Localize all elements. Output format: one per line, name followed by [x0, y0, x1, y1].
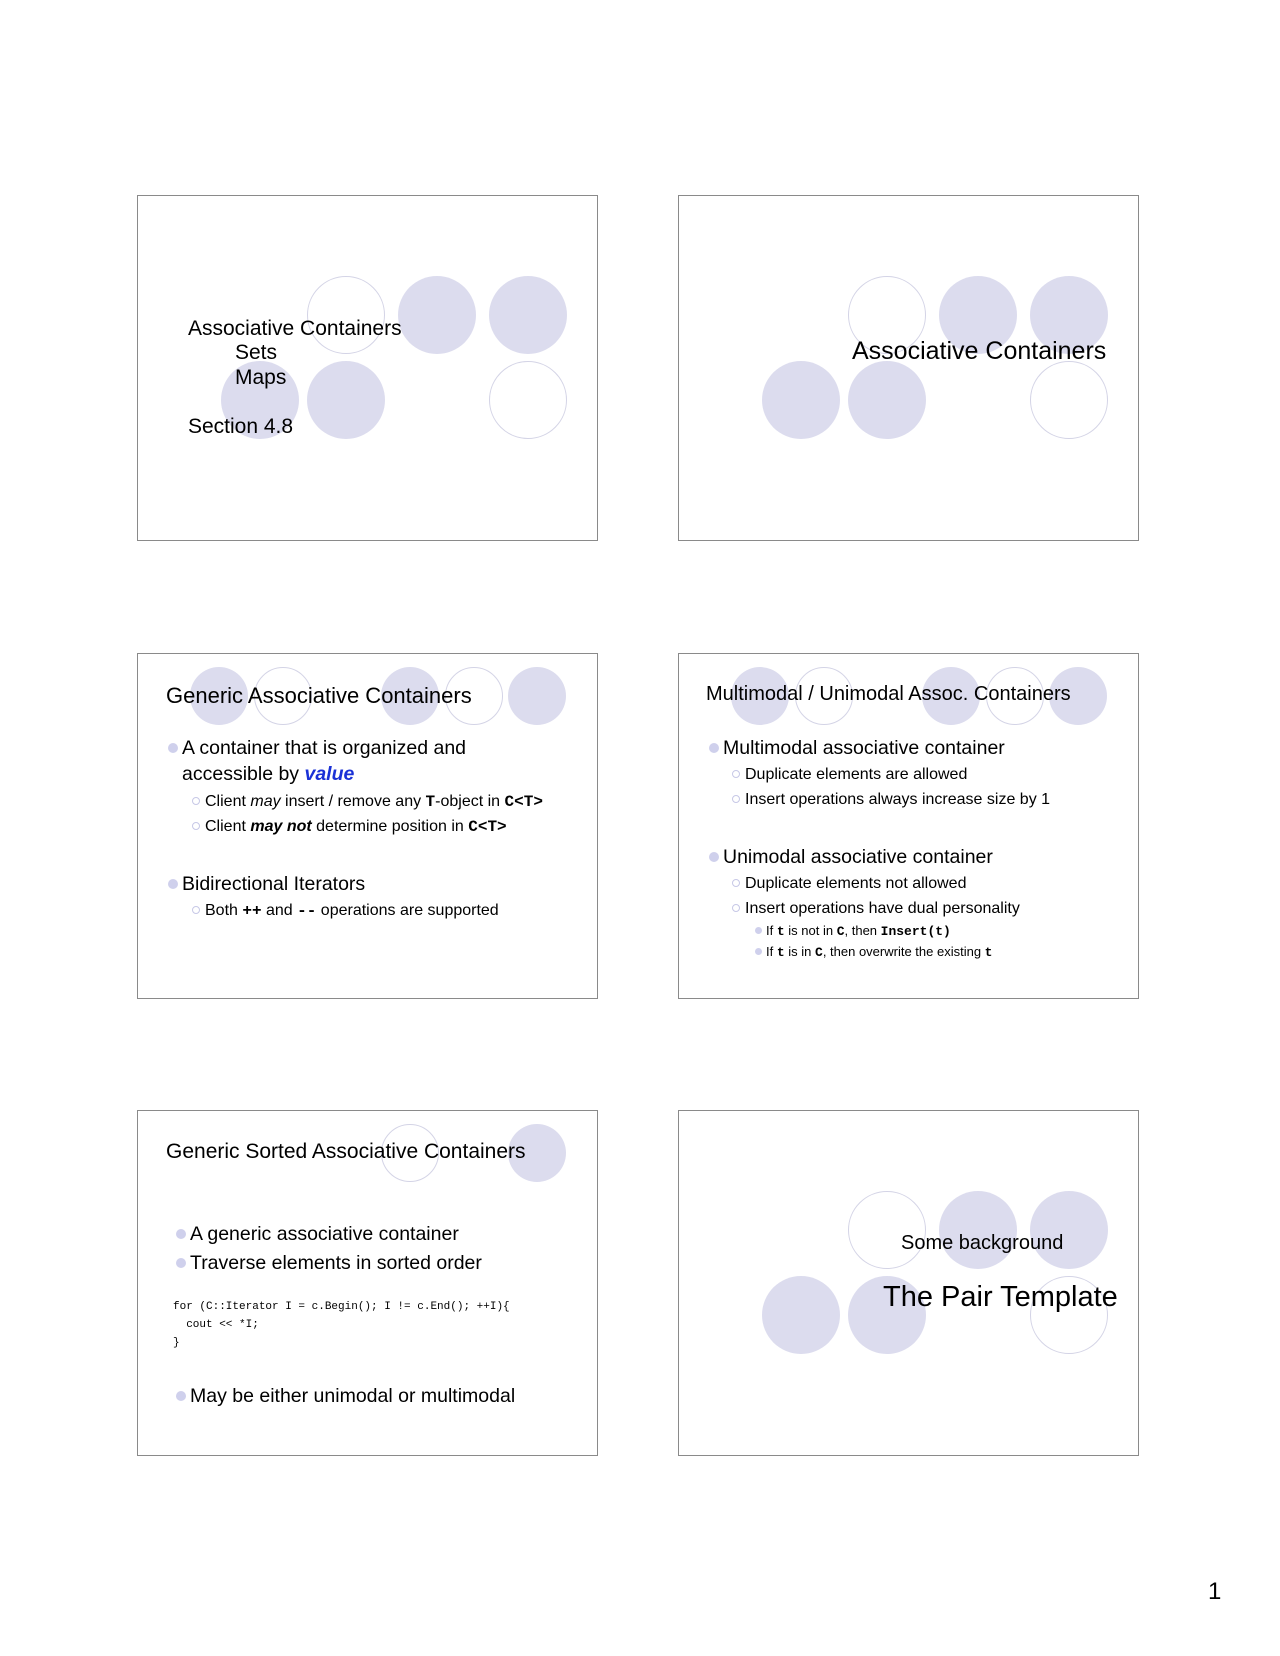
slide-1 — [137, 195, 598, 541]
slide-5 — [137, 1110, 598, 1456]
section-label: Section 4.8 — [188, 415, 294, 438]
decor-circle — [939, 1191, 1017, 1269]
decor-circle — [489, 276, 567, 354]
section-title: Associative Containers — [852, 337, 1107, 365]
title-line-2: Sets — [235, 341, 278, 364]
decor-circle — [848, 1191, 926, 1269]
title-line-3: Maps — [235, 366, 287, 389]
sub-sub-bullet-not-in: If t is not in C, then Insert(t) — [754, 920, 951, 942]
decor-circle — [1030, 361, 1108, 439]
decor-circle — [307, 361, 385, 439]
sub-bullet-dual-personality: Insert operations have dual personality — [731, 896, 1020, 921]
decor-circle — [508, 667, 566, 725]
code-line: cout << *I; — [173, 1319, 259, 1331]
sub-bullet-operations: Both ++ and -- operations are supported — [191, 898, 499, 924]
code-block — [173, 1298, 510, 1352]
sub-bullet-size-increase: Insert operations always increase size by 1 — [731, 787, 1050, 812]
emphasis-value: value — [304, 763, 355, 785]
section-subtitle: Some background — [901, 1232, 1064, 1254]
sub-bullet-insert-remove: Client may insert / remove any T-object in C<T> — [191, 789, 543, 815]
bullet-traverse-sorted: Traverse elements in sorted order — [173, 1250, 482, 1276]
sub-bullet-position: Client may not determine position in C<T> — [191, 814, 507, 840]
decor-circle — [1030, 1191, 1108, 1269]
bullet-unimodal: Unimodal associative container — [706, 844, 993, 870]
slide-3 — [137, 653, 598, 999]
bullet-unimodal-or-multimodal: May be either unimodal or multimodal — [173, 1383, 515, 1409]
bullet-multimodal: Multimodal associative container — [706, 735, 1005, 761]
bullet-container-definition — [165, 735, 466, 787]
bullet-text: A container that is organized and — [182, 737, 467, 759]
sub-bullet-duplicates-allowed: Duplicate elements are allowed — [731, 762, 967, 787]
slide-title: Generic Associative Containers — [166, 683, 472, 708]
sub-sub-bullet-is-in: If t is in C, then overwrite the existing t — [754, 941, 992, 963]
bullet-bidirectional-iterators: Bidirectional Iterators — [165, 871, 365, 897]
page-number: 1 — [1208, 1578, 1222, 1605]
slide-title: Generic Sorted Associative Containers — [166, 1140, 526, 1163]
code-line: for (C::Iterator I = c.Begin(); I != c.End(); ++I){ — [173, 1301, 510, 1313]
sub-bullet-duplicates-not-allowed: Duplicate elements not allowed — [731, 871, 966, 896]
bullet-text: accessible by value — [182, 763, 355, 785]
decor-circle — [762, 361, 840, 439]
bullet-generic-container: A generic associative container — [173, 1221, 459, 1247]
decor-circle — [762, 1276, 840, 1354]
decor-circle — [307, 276, 385, 354]
slide-2 — [678, 195, 1139, 541]
slide-6 — [678, 1110, 1139, 1456]
slide-title: Multimodal / Unimodal Assoc. Containers — [706, 683, 1071, 705]
decor-circle — [398, 276, 476, 354]
code-line: } — [173, 1337, 180, 1349]
decor-circle — [848, 361, 926, 439]
decor-circle — [489, 361, 567, 439]
slide-4 — [678, 653, 1139, 999]
title-line-1: Associative Containers — [188, 317, 402, 340]
section-title: The Pair Template — [883, 1281, 1118, 1313]
